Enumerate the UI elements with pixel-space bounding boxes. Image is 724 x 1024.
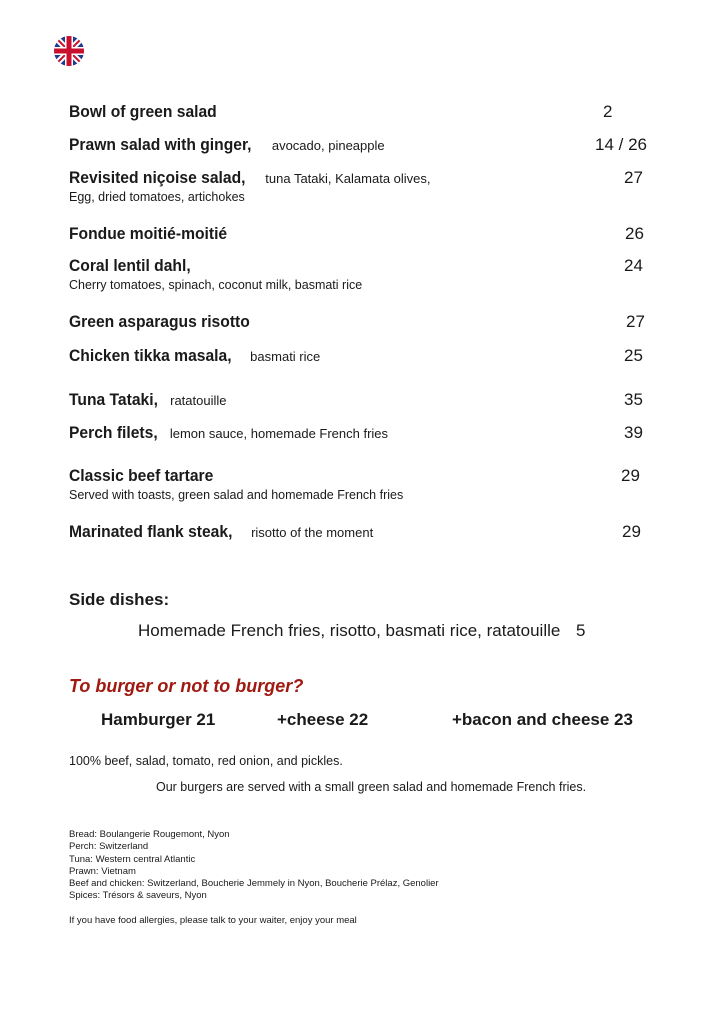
dish-name: Bowl of green salad <box>69 102 217 121</box>
menu-item <box>69 312 266 332</box>
dish-details: Served with toasts, green salad and homemade French fries <box>69 488 404 502</box>
uk-flag-icon[interactable] <box>54 36 84 66</box>
burger-option: +cheese 22 <box>277 710 369 729</box>
menu-item <box>69 423 388 443</box>
dish-name: Marinated flank steak, <box>69 522 233 541</box>
burger-ingredients: 100% beef, salad, tomato, red onion, and pickles. <box>69 754 343 768</box>
origins-list <box>69 829 439 903</box>
dish-name: Classic beef tartare <box>69 466 214 485</box>
origin-line: Bread: Boulangerie Rougemont, Nyon <box>69 829 230 840</box>
dish-price: 29 <box>621 466 640 485</box>
origin-line: Prawn: Vietnam <box>69 865 136 877</box>
dish-name: Revisited niçoise salad, <box>69 168 246 187</box>
burger-option: Hamburger 21 <box>101 710 216 729</box>
dish-price: 2 <box>603 102 613 121</box>
dish-price: 35 <box>624 390 643 409</box>
dish-name: Chicken tikka masala, <box>69 346 232 365</box>
dish-details: Egg, dried tomatoes, artichokes <box>69 190 245 204</box>
dish-price: 26 <box>625 224 644 243</box>
dish-description: lemon sauce, homemade French fries <box>169 426 389 441</box>
menu-item <box>69 168 431 204</box>
dish-price: 24 <box>624 256 643 275</box>
dish-price: 25 <box>624 346 643 365</box>
origin-line: Tuna: Western central Atlantic <box>69 853 196 865</box>
menu-item <box>69 466 403 502</box>
dish-description: risotto of the moment <box>251 525 374 540</box>
allergy-note: If you have food allergies, please talk to your waiter, enjoy your meal <box>69 915 357 926</box>
burger-option: +bacon and cheese 23 <box>452 710 633 729</box>
menu-item <box>69 224 241 244</box>
dish-price: 27 <box>626 312 645 331</box>
dish-name: Green asparagus risotto <box>69 312 250 331</box>
dish-description: tuna Tataki, Kalamata olives, <box>265 171 431 186</box>
dish-details: Cherry tomatoes, spinach, coconut milk, basmati rice <box>69 278 363 292</box>
dish-name: Perch filets, <box>69 423 158 442</box>
burger-section-title: To burger or not to burger? <box>69 676 304 696</box>
dish-description: avocado, pineapple <box>271 138 385 153</box>
menu-item <box>69 346 320 366</box>
dish-price: 29 <box>622 522 641 541</box>
dish-name: Tuna Tataki, <box>69 390 158 409</box>
menu-item <box>69 256 362 292</box>
side-dishes-price: 5 <box>576 621 586 640</box>
origin-line: Perch: Switzerland <box>69 841 149 853</box>
menu-item <box>69 102 230 122</box>
origin-line: Spices: Trésors & saveurs, Nyon <box>69 890 207 902</box>
dish-price: 14 / 26 <box>595 135 647 154</box>
menu-item <box>69 135 385 155</box>
menu-item <box>69 522 373 542</box>
side-dishes-title: Side dishes: <box>69 590 170 609</box>
menu-item <box>69 390 227 410</box>
dish-name: Prawn salad with ginger, <box>69 135 252 154</box>
side-dishes-list: Homemade French fries, risotto, basmati rice, ratatouille <box>138 621 561 640</box>
dish-description: basmati rice <box>250 349 321 364</box>
dish-name: Coral lentil dahl, <box>69 256 191 275</box>
dish-price: 39 <box>624 423 643 442</box>
burger-served-note: Our burgers are served with a small green salad and homemade French fries. <box>156 780 587 794</box>
origin-line: Beef and chicken: Switzerland, Boucherie Jemmely in Nyon, Boucherie Prélaz, Genolier <box>69 878 439 890</box>
dish-description: ratatouille <box>170 393 227 408</box>
dish-name: Fondue moitié-moitié <box>69 224 228 243</box>
dish-price: 27 <box>624 168 643 187</box>
